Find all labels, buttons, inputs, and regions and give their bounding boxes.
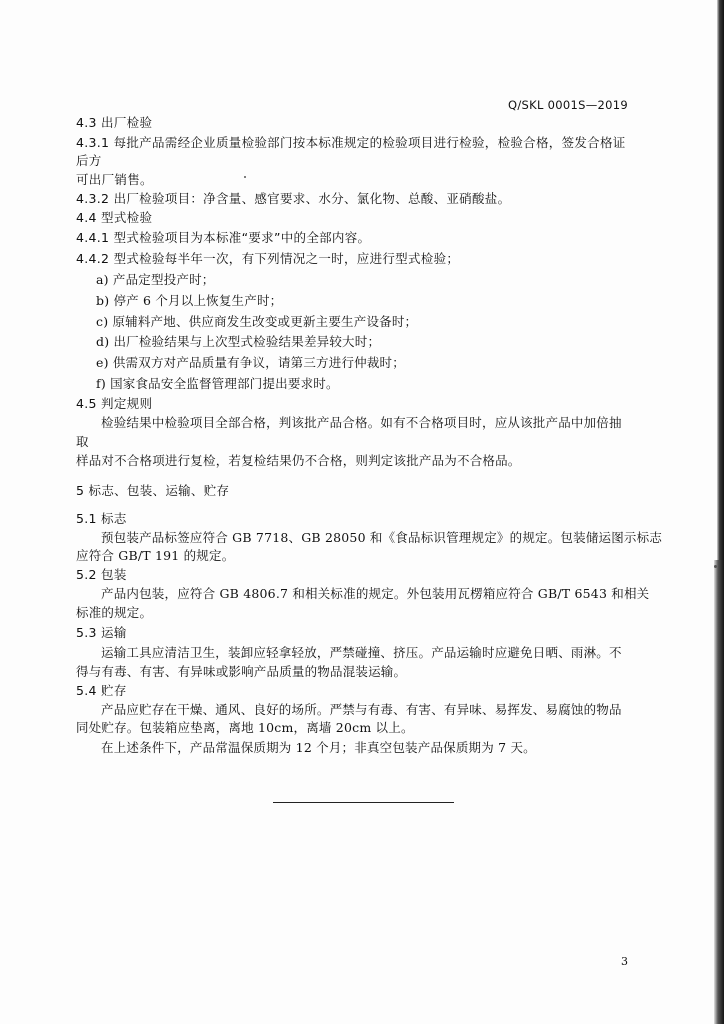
section-heading-5-4: 5.4 贮存 — [76, 683, 127, 698]
storage-paragraph-line-2: 同处贮存。包装箱应垫离，离地 10cm，离墙 20cm 以上。 — [76, 720, 414, 735]
marking-paragraph-line-2: 应符合 GB/T 191 的规定。 — [76, 548, 235, 563]
scan-shadow-edge-lower — [714, 560, 724, 1024]
transport-paragraph-line-2: 得与有毒、有害、有异味或影响产品质量的物品混装运输。 — [76, 664, 407, 679]
list-item-c: c) 原辅料产地、供应商发生改变或更新主要生产设备时； — [96, 314, 418, 329]
judgment-paragraph-line-2: 取 — [76, 434, 89, 449]
shelf-life-paragraph: 在上述条件下，产品常温保质期为 12 个月；非真空包装产品保质期为 7 天。 — [101, 740, 536, 755]
document-code: Q/SKL 0001S—2019 — [508, 98, 628, 112]
end-of-text-rule — [273, 802, 454, 803]
packaging-paragraph-line-2: 标准的规定。 — [76, 605, 153, 620]
transport-paragraph-line-1: 运输工具应清洁卫生，装卸应轻拿轻放，严禁碰撞、挤压。产品运输时应避免日晒、雨淋。不 — [101, 645, 622, 660]
judgment-paragraph-line-3: 样品对不合格项进行复检，若复检结果仍不合格，则判定该批产品为不合格品。 — [76, 453, 521, 468]
section-heading-5-2: 5.2 包装 — [76, 567, 127, 582]
scan-speck — [714, 565, 717, 568]
section-heading-5-1: 5.1 标志 — [76, 511, 127, 526]
clause-4-3-1-continuation: 后方 — [76, 153, 102, 168]
section-heading-4-4: 4.4 型式检验 — [76, 210, 153, 225]
section-heading-4-3: 4.3 出厂检验 — [76, 115, 153, 130]
list-item-f: f) 国家食品安全监督管理部门提出要求时。 — [96, 376, 339, 391]
list-item-d: d) 出厂检验结果与上次型式检验结果差异较大时； — [96, 334, 381, 349]
section-heading-5-3: 5.3 运输 — [76, 625, 127, 640]
clause-4-3-1: 4.3.1 每批产品需经企业质量检验部门按本标准规定的检验项目进行检验，检验合格，签发合格证 — [76, 135, 626, 150]
section-heading-4-5: 4.5 判定规则 — [76, 396, 153, 411]
list-item-e: e) 供需双方对产品质量有争议，请第三方进行仲裁时； — [96, 355, 405, 370]
clause-4-3-2: 4.3.2 出厂检验项目：净含量、感官要求、水分、氯化物、总酸、亚硝酸盐。 — [76, 191, 511, 206]
scan-speck — [244, 176, 246, 178]
chapter-heading-5: 5 标志、包装、运输、贮存 — [76, 483, 230, 498]
list-item-a: a) 产品定型投产时； — [96, 272, 215, 287]
clause-4-3-1-end: 可出厂销售。 — [76, 172, 153, 187]
marking-paragraph-line-1: 预包装产品标签应符合 GB 7718、GB 28050 和《食品标识管理规定》的规定。包装储运图示标志 — [101, 530, 663, 545]
storage-paragraph-line-1: 产品应贮存在干燥、通风、良好的场所。严禁与有毒、有害、有异味、易挥发、易腐蚀的物品 — [101, 702, 622, 717]
packaging-paragraph-line-1: 产品内包装，应符合 GB 4806.7 和相关标准的规定。外包装用瓦楞箱应符合 GB/T 6543 和相关 — [101, 586, 650, 601]
list-item-b: b) 停产 6 个月以上恢复生产时； — [96, 293, 283, 308]
clause-4-4-2: 4.4.2 型式检验每半年一次，有下列情况之一时，应进行型式检验； — [76, 251, 460, 266]
judgment-paragraph-line-1: 检验结果中检验项目全部合格，判该批产品合格。如有不合格项目时，应从该批产品中加倍抽 — [101, 415, 622, 430]
page-number: 3 — [621, 955, 628, 968]
clause-4-4-1: 4.4.1 型式检验项目为本标准“要求”中的全部内容。 — [76, 230, 371, 245]
